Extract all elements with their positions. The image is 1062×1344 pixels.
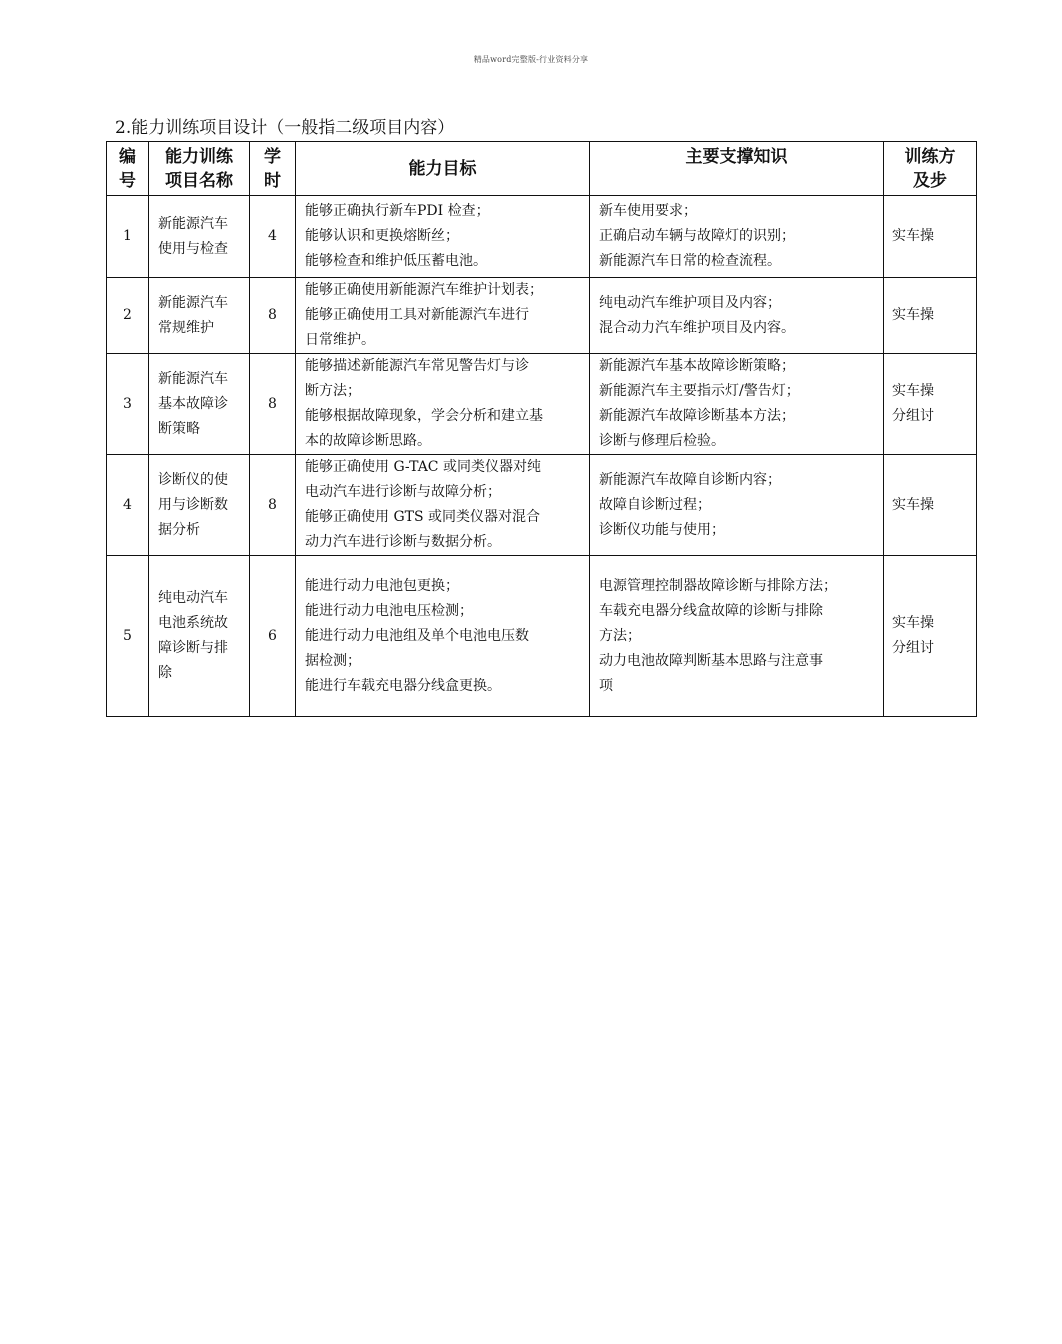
cell-training-method [884,455,977,556]
header-method-line: 及步 [913,170,947,191]
cell-training-method [884,556,977,717]
table-row [107,278,977,354]
cell-ability-goals [296,354,590,455]
table-body [107,196,977,717]
cell-supporting-knowledge-line: 故障自诊断过程； [599,496,711,513]
cell-training-method-line: 实车操 [892,615,934,631]
header-training-method [884,142,977,196]
cell-supporting-knowledge-line: 新能源汽车基本故障诊断策略； [599,358,795,374]
cell-ability-goals-line: 能够检查和维护低压蓄电池。 [305,253,487,269]
cell-ability-goals-line: 能进行动力电池组及单个电池电压数 [305,627,529,644]
cell-project-name [149,354,250,455]
header-hours-line: 时 [264,170,281,191]
cell-project-name [149,556,250,717]
cell-ability-goals-line: 能够正确执行新车PDI 检查； [305,203,490,219]
header-hours-line: 学 [264,146,281,167]
cell-ability-goals-line: 能够正确使用 G-TAC 或同类仪器对纯 [305,459,541,475]
cell-hours: 6 [250,556,296,717]
cell-no: 3 [107,354,149,455]
cell-ability-goals-line: 能够正确使用工具对新能源汽车进行 [305,307,529,323]
cell-ability-goals [296,278,590,354]
cell-supporting-knowledge-line: 新车使用要求； [599,203,697,219]
header-no-line: 号 [119,170,136,191]
table-row [107,556,977,717]
cell-ability-goals-line: 能进行车载充电器分线盒更换。 [305,677,501,694]
table-row [107,455,977,556]
header-supporting-knowledge: 主要支撑知识 [590,142,884,196]
cell-hours: 4 [250,196,296,278]
header-no [107,142,149,196]
cell-supporting-knowledge-line: 新能源汽车主要指示灯/警告灯； [599,383,800,399]
cell-project-name-line: 纯电动汽车 [158,590,228,606]
cell-ability-goals-line: 日常维护。 [305,332,375,348]
cell-no: 2 [107,278,149,354]
cell-project-name-line: 用与诊断数 [158,496,228,513]
cell-project-name-line: 障诊断与排 [158,640,228,656]
cell-supporting-knowledge [590,196,884,278]
cell-supporting-knowledge-line: 新能源汽车故障诊断基本方法； [599,408,795,424]
header-ability-goal: 能力目标 [296,142,590,196]
cell-supporting-knowledge-line: 混合动力汽车维护项目及内容。 [599,319,795,336]
cell-training-method [884,354,977,455]
header-name-line: 能力训练 [165,146,233,167]
cell-training-method-line: 实车操 [892,228,934,244]
cell-project-name-line: 基本故障诊 [158,395,228,412]
header-method-line: 训练方 [904,146,956,167]
ability-training-table [106,141,977,717]
cell-project-name [149,278,250,354]
cell-ability-goals-line: 本的故障诊断思路。 [305,433,431,449]
cell-project-name-line: 常规维护 [158,319,214,336]
cell-supporting-knowledge-line: 纯电动汽车维护项目及内容； [599,294,781,311]
cell-ability-goals [296,196,590,278]
cell-project-name-line: 使用与检查 [158,240,228,257]
cell-ability-goals-line: 断方法； [305,383,361,399]
cell-project-name-line: 断策略 [158,420,200,437]
cell-ability-goals-line: 能够正确使用 GTS 或同类仪器对混合 [305,509,541,525]
cell-training-method-line: 实车操 [892,383,934,399]
cell-supporting-knowledge-line: 诊断与修理后检验。 [599,433,725,449]
cell-project-name-line: 新能源汽车 [158,370,228,387]
cell-ability-goals [296,556,590,717]
cell-ability-goals-line: 能够正确使用新能源汽车维护计划表； [305,282,543,298]
cell-supporting-knowledge-line: 新能源汽车故障自诊断内容； [599,471,781,488]
cell-ability-goals-line: 能够认识和更换熔断丝； [305,228,459,244]
cell-project-name-line: 新能源汽车 [158,215,228,232]
cell-supporting-knowledge-line: 项 [599,677,613,694]
cell-ability-goals-line: 动力汽车进行诊断与数据分析。 [305,534,501,550]
header-project-name [149,142,250,196]
cell-hours: 8 [250,455,296,556]
cell-no: 4 [107,455,149,556]
header-hours [250,142,296,196]
cell-ability-goals-line: 能够描述新能源汽车常见警告灯与诊 [305,358,529,374]
cell-training-method [884,278,977,354]
cell-ability-goals-line: 据检测； [305,652,361,669]
cell-training-method-line: 实车操 [892,307,934,323]
cell-project-name-line: 诊断仪的使 [158,471,228,488]
cell-supporting-knowledge [590,354,884,455]
cell-project-name [149,196,250,278]
cell-no: 5 [107,556,149,717]
cell-ability-goals-line: 能进行动力电池电压检测； [305,602,473,619]
cell-ability-goals-line: 电动汽车进行诊断与故障分析； [305,484,501,500]
cell-supporting-knowledge-line: 电源管理控制器故障诊断与排除方法； [599,577,837,594]
cell-supporting-knowledge-line: 诊断仪功能与使用； [599,521,725,538]
header-no-line: 编 [119,146,136,167]
cell-no: 1 [107,196,149,278]
cell-supporting-knowledge-line: 正确启动车辆与故障灯的识别； [599,228,795,244]
cell-training-method [884,196,977,278]
cell-project-name-line: 据分析 [158,521,200,538]
cell-project-name [149,455,250,556]
cell-ability-goals [296,455,590,556]
cell-supporting-knowledge-line: 方法； [599,627,641,644]
cell-project-name-line: 电池系统故 [158,615,228,631]
cell-supporting-knowledge [590,455,884,556]
cell-ability-goals-line: 能进行动力电池包更换； [305,577,459,594]
table-header-row [107,142,977,196]
cell-supporting-knowledge-line: 新能源汽车日常的检查流程。 [599,253,781,269]
cell-training-method-line: 分组讨 [892,640,934,656]
cell-hours: 8 [250,354,296,455]
cell-ability-goals-line: 能够根据故障现象，学会分析和建立基 [305,408,543,424]
cell-project-name-line: 除 [158,665,172,681]
cell-hours: 8 [250,278,296,354]
table-row [107,354,977,455]
cell-supporting-knowledge [590,556,884,717]
header-name-line: 项目名称 [165,170,233,191]
cell-training-method-line: 实车操 [892,496,934,513]
cell-supporting-knowledge-line: 车载充电器分线盒故障的诊断与排除 [599,602,823,619]
cell-supporting-knowledge-line: 动力电池故障判断基本思路与注意事 [599,652,823,669]
cell-training-method-line: 分组讨 [892,408,934,424]
page-watermark: 精品word完整版-行业资料分享 [473,55,589,64]
cell-project-name-line: 新能源汽车 [158,294,228,311]
section-title: 2.能力训练项目设计（一般指二级项目内容） [115,118,455,138]
table-row [107,196,977,278]
cell-supporting-knowledge [590,278,884,354]
